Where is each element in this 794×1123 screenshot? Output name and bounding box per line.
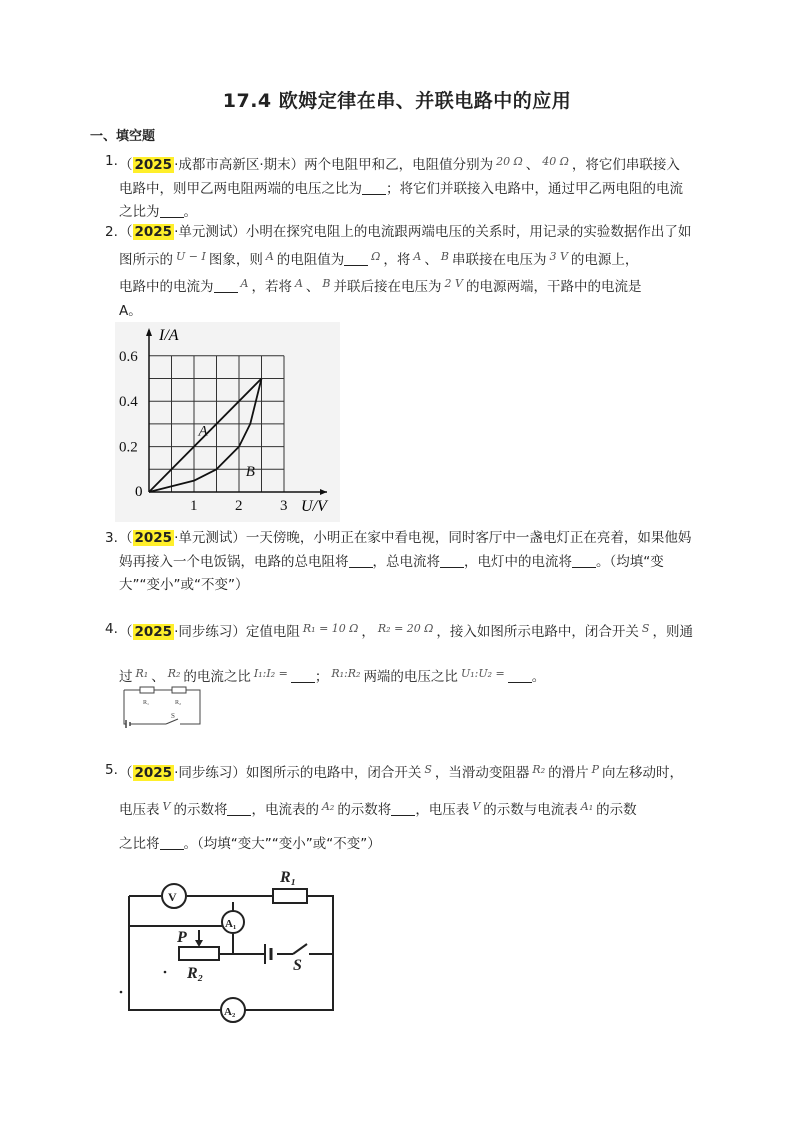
question-text: 大”“变小”或“不变”） [119,577,249,593]
math-value: R₁ = 10 Ω [302,622,359,635]
question-text: 图所示的 [119,251,173,268]
r2-label: R₂ [187,965,204,982]
question-text: ·成都市高新区·期末）两个电阻甲和乙，电阻值分别为 [174,157,494,173]
answer-blank[interactable] [440,553,464,568]
question-text: ，接入如图所示电路中，闭合开关 [436,624,639,640]
answer-blank[interactable] [160,203,184,218]
question-text: 并联后接在电压为 [333,279,442,295]
question-text: ，将 [383,251,411,268]
answer-blank[interactable] [291,668,315,683]
question-text: ，将它们串联接入 [571,157,680,173]
question-text: 。 [183,204,197,220]
question-2: 2. （ 2025 ·单元测试）小明在探究电阻上的电流跟两端电压的关系时，用记录的实验数据作出了如 图所示的 $^{U - I}$ 图象，则 $^A$ 的电阻值为 $^\Omega$ ，将 $^A$ 、 $^B$ 串联接在电压为 $^{3 V}$ 的电源上， 电路中的电流为 $^A$ ，若将 $^A$ 、 $^B$ 并联后接在电压为 $^{2 V}$ 的电源两端，干路中的电流是 A。 [107,221,707,323]
y-tick-label: 0.6 [119,348,138,365]
question-text: ，电流表的 [251,802,319,818]
math-value: S [424,763,432,776]
math-value: 3 V [549,249,568,263]
math-value: R₂ [532,763,546,776]
math-value: B [440,249,449,263]
question-text: 、 [305,279,320,295]
question-text: 的电流之比 [183,669,251,685]
question-text: 之比将 [119,836,160,852]
question-text: 电路中的电流为 [119,279,214,295]
question-text: 图象，则 [208,251,263,268]
r2-label: R₂ [175,700,182,706]
question-number: 5. [105,762,118,778]
y-axis-label: I/A [159,327,179,344]
voltmeter-label: V [168,890,177,904]
question-text: ，电灯中的电流将 [464,553,572,570]
stray-dot [164,971,167,974]
year-badge: 2025 [134,224,173,240]
r1-label: R₁ [280,869,297,886]
ammeter-a2-label: A₂ [224,1006,236,1018]
question-number: 4. [105,621,118,637]
math-value: I₁:I₂ = [253,667,288,680]
math-value: S [641,622,650,635]
question-text: 。（均填“变大”“变小”或“不变”） [183,836,381,852]
origin-label: 0 [135,484,143,500]
question-number: 1. [105,153,118,169]
year-badge: 2025 [134,530,173,546]
question-text: 的示数将 [337,802,392,818]
question-text: 过 [119,669,133,685]
y-tick-label: 0.2 [119,439,138,456]
math-value: U₁:U₂ = [460,667,505,680]
math-value: B [322,277,331,290]
ammeter-a1-label: A₁ [225,918,237,930]
question-text: 串联接在电压为 [451,251,547,268]
math-value: A₁ [580,800,594,813]
series-label-A: A [198,423,208,440]
math-value: R₁:R₂ [331,667,361,680]
math-value: A [413,249,422,263]
resistor-r1 [140,687,154,693]
question-text: 。 [531,669,546,685]
question-text: 的示数 [596,802,637,818]
question-text: ·同步练习）定值电阻 [174,624,300,640]
math-value: A [265,249,274,263]
math-value: R₂ [167,667,181,680]
rheostat-r2 [179,947,219,960]
series-circuit-diagram [118,682,208,734]
answer-blank[interactable] [214,278,238,293]
question-1: 1. （ 2025 ·成都市高新区·期末）两个电阻甲和乙，电阻值分别为 $^{20 \Omega}$ 、 $^{40 \Omega}$ ，将它们串联接入 电路中，则甲乙两电阻两端的电压之比为 ；将它们并联接入电路中，通过甲乙两电阻的电流 之比为 。 [107,150,707,225]
math-value: V [162,800,171,813]
question-text: 电路中，则甲乙两电阻两端的电压之比为 [119,180,362,197]
question-text: 两端的电压之比 [363,669,458,685]
answer-blank[interactable] [227,801,251,816]
question-text: 的电阻值为 [276,251,345,268]
math-value: A [294,277,303,290]
x-tick-label: 1 [190,498,198,514]
answer-blank[interactable] [508,668,532,683]
series-label-B: B [245,464,255,481]
question-text: 的电源上， [570,251,639,268]
question-text: 、 [151,669,165,685]
page-title: 17.4 欧姆定律在串、并联电路中的应用 [222,90,572,112]
question-text: ，总电流将 [372,553,440,570]
question-text: ，则通 [652,624,693,640]
year-badge: 2025 [134,765,173,781]
switch-icon [293,944,307,954]
question-4: 4. （ 2025 ·同步练习）定值电阻 $^{R_1 = 10 \Omega}$ ， $^{R_2 = 20 \Omega}$ ，接入如图所示电路中，闭合开关 $^S$ ，则通 过 $^{R_1}$ 、 $^{R_2}$ 的电流之比 $^{I_1:I_2 =}$ ； $^{R_1:R_2}$ 两端的电压之比 $^{U_1:U_2 =}$ 。 [107,608,707,698]
question-text: ，电压表 [415,802,470,818]
question-text: 向左移动时， [602,765,684,781]
math-value: 40 Ω [542,155,569,168]
question-text: 。（均填“变 [596,553,664,570]
question-text: A。 [119,302,142,319]
section-heading: 一、填空题 [90,129,156,144]
question-text: 之比为 [119,204,160,220]
math-value: 2 V [444,277,463,290]
y-tick-label: 0.4 [119,394,138,411]
switch-label: S [293,957,302,974]
question-text: 的示数与电流表 [483,802,578,818]
question-text: 、 [525,157,540,173]
question-text: ，若将 [251,279,292,295]
slider-arrow-icon [195,940,203,947]
math-value: Ω [371,249,381,263]
answer-blank[interactable] [362,180,386,195]
question-text: ·单元测试）小明在探究电阻上的电流跟两端电压的关系时，用记录的实验数据作出了如 [174,224,692,240]
math-value: R₁ [135,667,149,680]
year-badge: 2025 [134,157,173,173]
math-value: R₂ = 20 Ω [377,622,434,635]
resistor-r2 [172,687,186,693]
answer-blank[interactable] [344,251,368,266]
question-text: ；将它们并联接入电路中，通过甲乙两电阻的电流 [386,180,683,197]
question-text: ·同步练习）如图所示的电路中，闭合开关 [174,765,422,781]
question-number: 2. [105,224,118,240]
question-text: 的示数将 [173,802,228,818]
math-value: P [591,763,600,776]
x-tick-label: 2 [235,498,243,514]
answer-blank[interactable] [160,835,184,850]
question-3: 3. （ 2025 ·单元测试）一天傍晚，小明正在家中看电视，同时客厅中一盏电灯正在亮着，如果他妈 妈再接入一个电饭锅，电路的总电阻将 ，总电流将 ，电灯中的电流将 。（均填“变 大”“变小”或“不变”） [107,527,707,598]
slider-p-label: P [177,929,187,946]
math-value: A [240,277,249,290]
question-text: ·单元测试）一天傍晚，小明正在家中看电视，同时客厅中一盏电灯正在亮着，如果他妈 [174,530,692,546]
rheostat-circuit-diagram [115,858,345,1028]
x-axis-label: U/V [301,498,327,515]
question-text: 的滑片 [548,765,589,781]
question-text: 妈再接入一个电饭锅，电路的总电阻将 [119,553,349,570]
question-5: 5. （ 2025 ·同步练习）如图所示的电路中，闭合开关 $^S$ ，当滑动变阻器 $^{R_2}$ 的滑片 $^P$ 向左移动时， 电压表 $^V$ 的示数将 ，电流表的 $^{A_2}$ 的示数将 ，电压表 $^V$ 的示数与电流表 $^{A_1}$ 的示数 之比将 。（均填“变大”“变小”或“不变”） [107,753,707,861]
stray-dot [120,991,123,994]
battery-icon [126,720,130,728]
year-badge: 2025 [134,624,173,640]
x-tick-label: 3 [280,498,288,514]
answer-blank[interactable] [349,553,373,568]
resistor-r1 [273,889,307,903]
question-number: 3. [105,530,118,546]
ui-graph [115,322,340,522]
question-text: 电压表 [119,802,160,818]
question-text: ； [314,669,329,685]
answer-blank[interactable] [572,553,596,568]
switch-label: S [171,712,175,720]
math-value: V [472,800,481,813]
math-value: 20 Ω [496,155,523,168]
question-text: 的电源两端，干路中的电流是 [465,279,642,295]
math-value: A₂ [321,800,335,813]
math-value: U − I [176,249,206,263]
question-text: 、 [424,251,438,268]
circuit-wire [124,690,200,724]
question-text: ，当滑动变阻器 [434,765,530,781]
r1-label: R₁ [143,700,150,706]
answer-blank[interactable] [391,801,415,816]
